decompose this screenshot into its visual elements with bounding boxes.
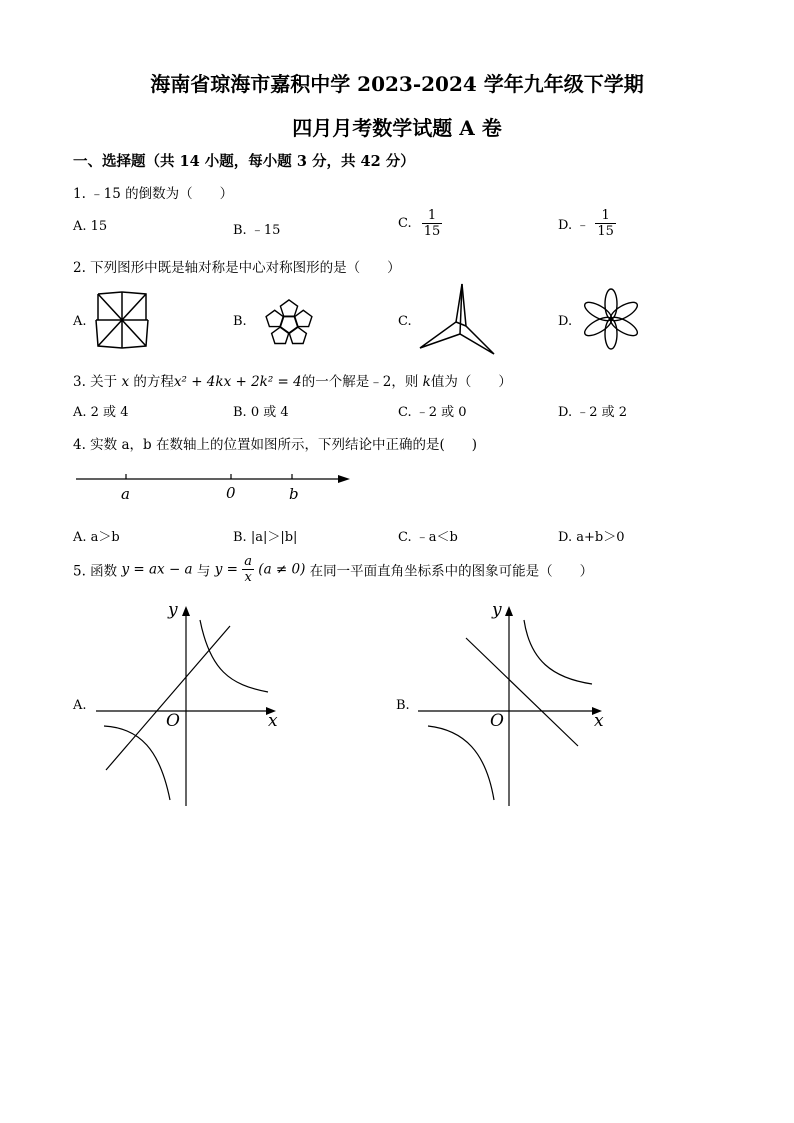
q3-variable-x: x: [121, 374, 130, 390]
question-5-stem: [73, 554, 593, 585]
page-title: 海南省琼海市嘉积中学 2023-2024 学年九年级下学期: [150, 72, 644, 96]
axis-label-zero: 0: [226, 484, 236, 502]
hyperbola-branch-upper: [524, 620, 592, 684]
q2-option-a-label: A.: [73, 314, 87, 329]
q3-variable-k: k: [422, 374, 431, 390]
q3-option-d: D. ﹣2 或 2: [558, 405, 628, 420]
q4-option-a: A. a＞b: [73, 530, 120, 545]
q3-stem-mid1: 的方程: [133, 374, 174, 390]
graph-b-y-label: y: [492, 600, 502, 620]
q1-option-c-label: C.: [398, 216, 412, 231]
hyperbola-branch-upper: [200, 620, 268, 692]
q1-option-c-fraction: [422, 208, 443, 239]
q2-option-c-label: C.: [398, 314, 412, 329]
q5-function-inverse-lhs: y =: [214, 561, 238, 578]
pentagon: [280, 300, 297, 316]
graph-a-origin-label: O: [166, 711, 180, 731]
question-3-stem: [73, 370, 512, 390]
three-point-star-figure: [418, 282, 498, 358]
graph-b-x-label: x: [594, 711, 604, 731]
q5-option-a-label: A.: [73, 698, 87, 713]
q5-stem-post: 在同一平面直角坐标系中的图象可能是（ ）: [309, 563, 594, 580]
fraction-numerator: 1: [595, 208, 616, 224]
q2-option-b-label: B.: [233, 314, 247, 329]
pentagon: [295, 310, 312, 326]
q5-stem-pre: 5. 函数: [73, 563, 118, 580]
figure-outline: [420, 284, 494, 354]
q3-stem-post: 值为（ ）: [430, 374, 512, 390]
question-1-stem: 1. ﹣15 的倒数为（ ）: [73, 186, 234, 202]
q5-stem-mid: 与: [196, 563, 211, 580]
arrow-up-icon: [182, 606, 190, 616]
number-line: [74, 468, 354, 480]
section-heading: 一、选择题（共 14 小题，每小题 3 分，共 42 分）: [73, 153, 415, 170]
q3-option-c: C. ﹣2 或 0: [398, 405, 467, 420]
pentagon: [272, 327, 289, 343]
q1-option-d-label: D. ﹣: [558, 218, 590, 233]
q5-function-inverse-fraction: [242, 554, 254, 585]
page-subtitle: 四月月考数学试题 A 卷: [292, 116, 502, 140]
linear-function-line: [106, 626, 230, 770]
arrow-right-icon: [338, 475, 350, 483]
q3-option-a: A. 2 或 4: [73, 405, 129, 420]
fraction-numerator: a: [244, 554, 252, 569]
graph-b-origin-label: O: [490, 711, 504, 731]
figure-line: [98, 292, 122, 294]
q1-option-c: [398, 208, 442, 239]
q1-option-b: B. ﹣15: [233, 223, 281, 238]
q3-option-b: B. 0 或 4: [233, 405, 289, 420]
graph-a-y-label: y: [168, 600, 178, 620]
axis-label-a: a: [121, 485, 130, 503]
fraction-numerator: 1: [422, 208, 443, 224]
q1-option-a: A. 15: [73, 219, 108, 234]
q3-stem-pre: 3. 关于: [73, 374, 118, 390]
pentagons-figure: [254, 290, 324, 356]
graph-a-x-label: x: [268, 711, 278, 731]
q5-graph-a: [90, 600, 290, 810]
pentagon: [289, 327, 306, 343]
q5-option-b-label: B.: [396, 698, 410, 713]
linear-function-line: [466, 638, 578, 746]
q5-function-linear: y = ax − a: [121, 561, 193, 578]
fraction-denominator: 15: [423, 224, 441, 239]
arrow-up-icon: [505, 606, 513, 616]
q4-option-c: C. ﹣a＜b: [398, 530, 458, 545]
question-4-stem: 4. 实数 a，b 在数轴上的位置如图所示，下列结论中正确的是( ): [73, 437, 477, 453]
q1-option-d-fraction: [595, 208, 616, 239]
q4-option-d: D. a+b＞0: [558, 530, 625, 545]
q3-stem-mid2: 的一个解是﹣2，则: [301, 374, 419, 390]
axis-label-b: b: [289, 485, 299, 503]
fraction-denominator: 15: [597, 224, 614, 239]
q5-function-condition: (a ≠ 0): [258, 561, 306, 578]
hyperbola-branch-lower: [428, 726, 494, 800]
q1-option-d: [558, 208, 616, 239]
question-2-stem: 2. 下列图形中既是轴对称是中心对称图形的是（ ）: [73, 260, 401, 276]
fraction-denominator: x: [244, 570, 252, 585]
pinwheel-figure: [94, 290, 150, 350]
hyperbola-branch-lower: [104, 726, 170, 800]
flower-figure: [580, 288, 642, 350]
q3-equation: x² + 4kx + 2k² = 4: [173, 374, 302, 390]
pentagon: [266, 310, 283, 326]
q2-option-d-label: D.: [558, 314, 573, 329]
q5-graph-b: [412, 600, 612, 810]
q4-option-b: B. |a|＞|b|: [233, 530, 298, 545]
